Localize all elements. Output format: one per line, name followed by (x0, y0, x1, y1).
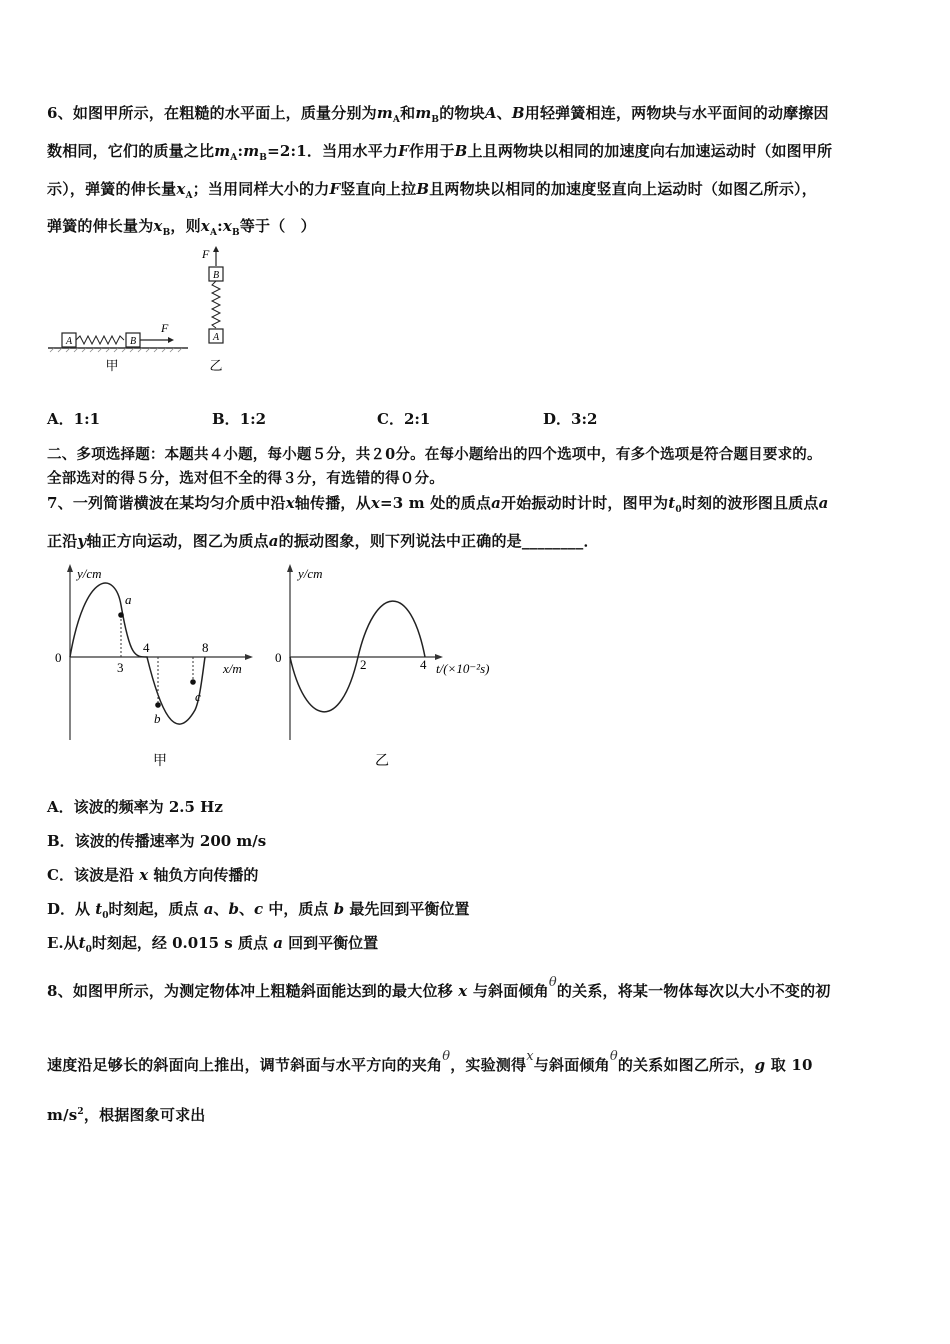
point-b (155, 702, 161, 708)
q6-option-b[interactable]: B．1:2 (212, 410, 267, 428)
tick-4: 4 (143, 640, 150, 655)
q6-line-1: 6、如图甲所示，在粗糙的水平面上，质量分别为$m_A$和$m_B$的物块A、B用轻弹簧相连，两物块与水平面间的动摩擦因 (47, 104, 829, 125)
q7-option-b[interactable]: B．该波的传播速率为 200 m/s (47, 832, 267, 850)
point-a (118, 612, 124, 618)
q7-option-d[interactable]: D．从 $t_0$时刻起，质点 a、b、c 中，质点 b 最先回到平衡位置 (47, 900, 470, 921)
caption-yi: 乙 (375, 754, 389, 769)
q6-option-a[interactable]: A．1:1 (47, 410, 101, 428)
force-label-vertical: F (202, 247, 210, 261)
q7-line-2: 正沿y轴正方向运动，图乙为质点a的振动图象，则下列说法中正确的是________． (47, 532, 599, 550)
spring-horizontal (76, 336, 124, 344)
force-label-horizontal: F (161, 321, 169, 335)
caption-jia: 甲 (105, 358, 119, 373)
q7-option-a[interactable]: A．该波的频率为 2.5 Hz (47, 798, 223, 816)
q6-line-3: 示），弹簧的伸长量$x_A$；当用同样大小的力F竖直向上拉B且两物块以相同的加速度竖直向上运动时（如图乙所示）， (47, 180, 817, 201)
q6-option-c[interactable]: C．2:1 (377, 410, 431, 428)
tick-4: 4 (420, 657, 427, 672)
xlabel: t/(×10⁻²s) (436, 661, 490, 676)
q7-option-c[interactable]: C．该波是沿 x 轴负方向传播的 (47, 866, 259, 884)
block-b-label: B (129, 336, 137, 347)
caption-yi: 乙 (209, 358, 223, 373)
q6-line-4: 弹簧的伸长量为$x_B$，则$x_A:x_B$等于（ ） (47, 217, 316, 238)
caption-jia: 甲 (153, 754, 167, 769)
block-a-label: A (65, 336, 73, 347)
section2-line-1: 二、多项选择题：本题共４小题，每小题５分，共２0分。在每小题给出的四个选项中，有多个选项是符合题目要求的。 (47, 446, 822, 463)
origin-label: 0 (275, 650, 282, 665)
tick-3: 3 (117, 660, 124, 675)
xlabel: x/m (223, 661, 242, 676)
q6-option-d[interactable]: D．3:2 (543, 410, 598, 428)
q7-option-e[interactable]: E.从$t_0$时刻起，经 0.015 s 质点 a 回到平衡位置 (47, 934, 379, 955)
point-c (190, 679, 196, 685)
svg-text:A: A (212, 332, 220, 343)
q7-line-1: 7、一列简谐横波在某均匀介质中沿x轴传播，从x=3 m 处的质点a开始振动时计时，图甲为$t_0$时刻的波形图且质点a (47, 494, 829, 515)
q6-figure (40, 242, 260, 382)
q6-line-2: 数相同，它们的质量之比$m_A:m_B=2:1$．当用水平力F作用于B上且两物块以相同的加速度向右加速运动时（如图甲所 (47, 142, 833, 163)
spring-vertical (212, 281, 220, 328)
point-a-label: a (125, 592, 132, 607)
tick-8: 8 (202, 640, 209, 655)
ylabel: y/cm (77, 566, 102, 581)
svg-text:B: B (212, 270, 220, 281)
section2-line-2: 全部选对的得５分，选对但不全的得３分，有选错的得０分。 (47, 470, 444, 487)
origin-label: 0 (55, 650, 62, 665)
point-b-label: b (154, 711, 161, 726)
point-c-label: c (195, 689, 201, 704)
ylabel: y/cm (298, 566, 323, 581)
q7-graph-yi (270, 560, 520, 775)
tick-2: 2 (360, 657, 367, 672)
q8-line-1: 8、如图甲所示，为测定物体冲上粗糙斜面能达到的最大位移 x 与斜面倾角θ的关系，将某一物体每次以大小不变的初 (47, 975, 831, 1000)
q8-line-3: $m/s^2$，根据图象可求出 (47, 1106, 206, 1124)
wave-curve (70, 583, 205, 724)
q8-line-2: 速度沿足够长的斜面向上推出，调节斜面与水平方向的夹角θ，实验测得x与斜面倾角θ的关系如图乙所示，g 取 10 (47, 1049, 813, 1074)
q7-graph-jia (45, 560, 265, 775)
